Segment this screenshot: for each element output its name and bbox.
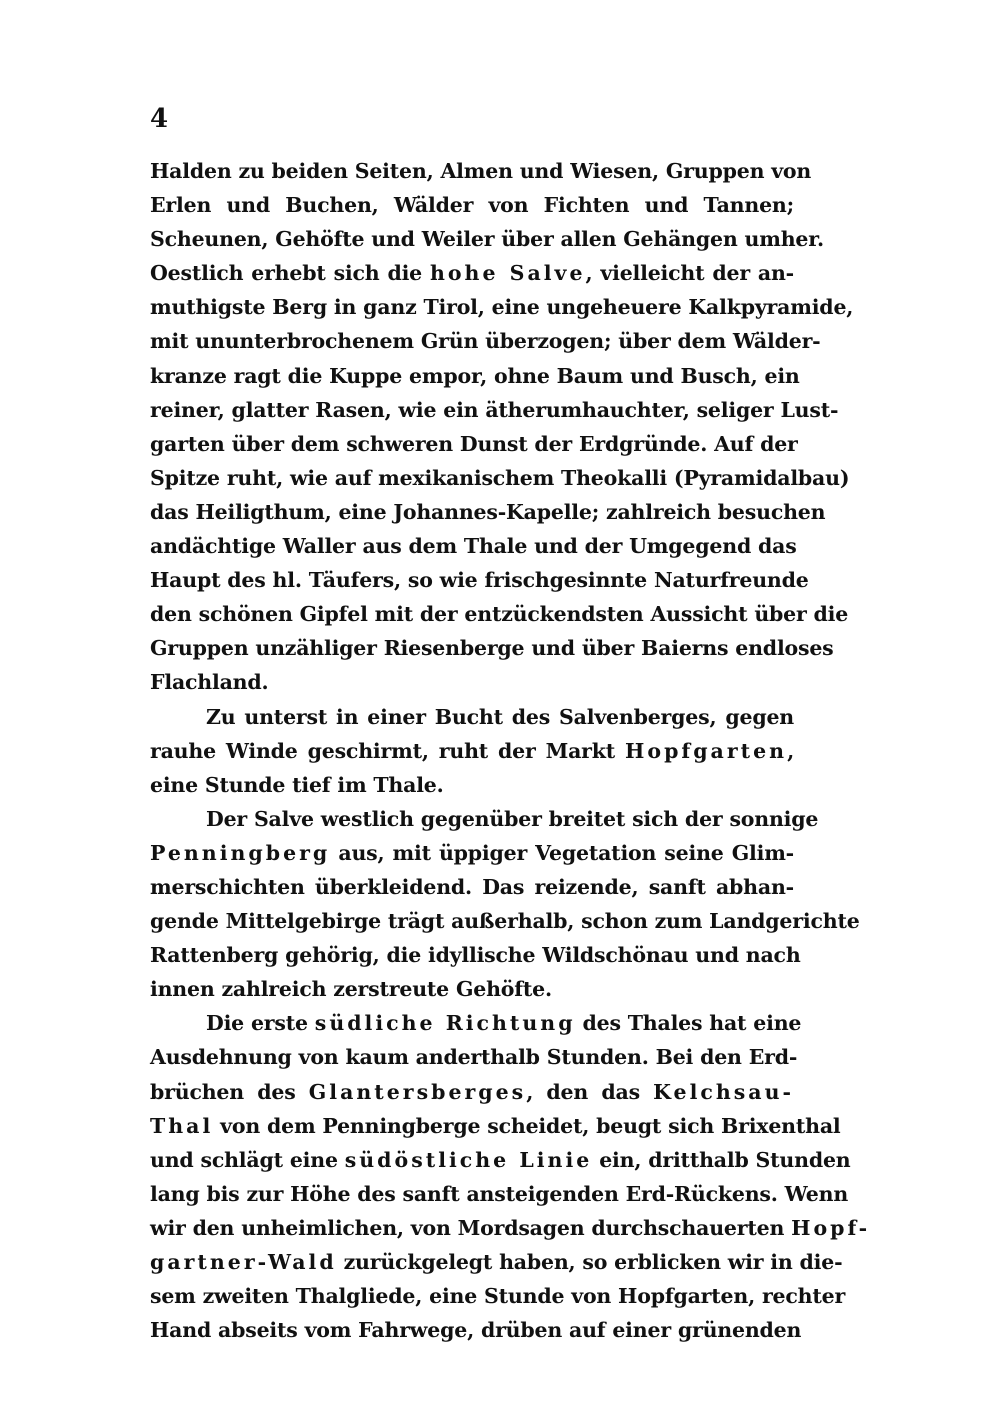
text-line — [150, 665, 794, 699]
text-segment: Oestlich erhebt sich die — [150, 261, 430, 286]
text-line — [150, 563, 809, 597]
text-line — [150, 222, 824, 256]
text-segment: Hand abseits vom Fahrwege, drüben auf einer grünenden — [150, 1318, 802, 1343]
text-segment: innen zahlreich zerstreute Gehöfte. — [150, 977, 552, 1002]
text-line — [150, 802, 819, 836]
emphasized-text: Thal — [150, 1113, 214, 1138]
emphasized-text: südöstliche Linie — [344, 1147, 593, 1172]
text-line — [150, 1143, 851, 1177]
text-segment: eine Stunde tief im Thale. — [150, 772, 444, 797]
page-number: 4 — [150, 104, 169, 134]
text-segment: Spitze ruht, wie auf mexikanischem Theokalli (Pyramidalbau) — [150, 465, 850, 490]
text-line — [150, 1040, 798, 1074]
text-line — [150, 154, 812, 188]
text-line — [150, 836, 794, 870]
text-segment: rauhe Winde geschirmt, ruht der Markt — [150, 738, 626, 763]
emphasized-text: Hopf- — [791, 1215, 871, 1240]
text-segment: reiner, glatter Rasen, wie ein ätherumhauchter, seliger Lust- — [150, 397, 839, 422]
text-segment: wir den unheimlichen, von Mordsagen durchschauerten — [150, 1215, 792, 1240]
text-segment: Halden zu beiden Seiten, Almen und Wiesen, Gruppen von — [150, 159, 812, 183]
text-line — [150, 1177, 849, 1211]
text-segment: Rattenberg gehörig, die idyllische Wildschönau und nach — [150, 943, 801, 968]
text-line — [150, 256, 794, 290]
text-line — [150, 972, 794, 1006]
text-segment: , den das — [526, 1079, 654, 1104]
text-segment: Scheunen, Gehöfte und Weiler über allen Gehängen umher. — [150, 227, 824, 252]
text-line — [150, 768, 794, 802]
text-line — [150, 870, 794, 904]
emphasized-text: gartner-Wald — [150, 1250, 337, 1274]
text-segment: Die erste — [206, 1011, 315, 1036]
body-text — [150, 154, 871, 1347]
text-segment: Der Salve westlich gegenüber breitet sich der sonnige — [206, 806, 819, 831]
text-line — [150, 700, 794, 734]
text-segment: sem zweiten Thalgliede, eine Stunde von Hopfgarten, rechter — [150, 1284, 846, 1309]
text-line — [150, 1279, 846, 1313]
text-line — [150, 1075, 794, 1109]
text-line — [150, 904, 860, 938]
text-line — [150, 393, 839, 427]
text-line — [150, 461, 850, 495]
text-segment: von dem Penningberge scheidet, beugt sich Brixenthal — [213, 1113, 841, 1138]
text-segment: zurückgelegt haben, so erblicken wir in die- — [336, 1250, 843, 1274]
text-line — [150, 290, 854, 324]
text-segment: andächtige Waller aus dem Thale und der Umgegend das — [150, 534, 797, 559]
text-line — [150, 734, 794, 768]
text-segment: aus, mit üppiger Vegetation seine Glim- — [330, 840, 794, 865]
text-line — [150, 1109, 841, 1143]
emphasized-text: Hopfgarten — [625, 738, 788, 763]
text-segment: lang bis zur Höhe des sanft ansteigenden Erd-Rückens. Wenn — [150, 1181, 849, 1206]
text-segment: Haupt des hl. Täufers, so wie frischgesinnte Naturfreunde — [150, 568, 809, 593]
emphasized-text: südliche Richtung — [314, 1011, 576, 1036]
text-line — [150, 495, 826, 529]
text-segment: merschichten überkleidend. Das reizende, sanft abhan- — [150, 874, 794, 899]
text-line — [150, 631, 834, 665]
text-segment: garten über dem schweren Dunst der Erdgründe. Auf der — [150, 431, 798, 456]
emphasized-text: hohe Salve — [429, 261, 586, 286]
text-line — [150, 359, 800, 393]
text-segment: das Heiligthum, eine Johannes-Kapelle; zahlreich besuchen — [150, 499, 826, 524]
text-line — [150, 597, 849, 631]
text-segment: Ausdehnung von kaum anderthalb Stunden. Bei den Erd- — [150, 1045, 798, 1070]
text-segment: und schlägt eine — [150, 1147, 345, 1172]
text-line — [150, 1006, 802, 1040]
text-line — [150, 427, 798, 461]
text-segment: Flachland. — [150, 670, 269, 695]
text-segment: den schönen Gipfel mit der entzückendsten Aussicht über die — [150, 602, 849, 627]
text-segment: , vielleicht der an- — [585, 261, 794, 286]
text-segment: gende Mittelgebirge trägt außerhalb, schon zum Landgerichte — [150, 909, 860, 934]
text-segment: ein, dritthalb Stunden — [592, 1147, 851, 1172]
text-segment: Gruppen unzähliger Riesenberge und über Baierns endloses — [150, 636, 834, 661]
text-line — [150, 529, 797, 563]
text-segment: Zu unterst in einer Bucht des Salvenberges, gegen — [206, 704, 794, 729]
emphasized-text: Kelchsau- — [653, 1079, 794, 1104]
text-line — [150, 324, 821, 358]
text-segment: , — [787, 738, 794, 763]
text-segment: Erlen und Buchen, Wälder von Fichten und Tannen; — [150, 193, 794, 218]
text-line — [150, 188, 794, 222]
text-segment: des Thales hat eine — [575, 1011, 802, 1036]
text-line — [150, 1245, 843, 1279]
text-line — [150, 938, 801, 972]
text-segment: kranze ragt die Kuppe empor, ohne Baum und Busch, ein — [150, 363, 800, 388]
text-line — [150, 1211, 871, 1245]
text-segment: mit ununterbrochenem Grün überzogen; über dem Wälder- — [150, 329, 821, 354]
text-segment: brüchen des — [150, 1079, 309, 1104]
text-line — [150, 1313, 802, 1347]
emphasized-text: Glantersberges — [308, 1079, 527, 1104]
emphasized-text: Penningberg — [150, 840, 331, 865]
text-segment: muthigste Berg in ganz Tirol, eine ungeheuere Kalkpyramide, — [150, 295, 854, 320]
